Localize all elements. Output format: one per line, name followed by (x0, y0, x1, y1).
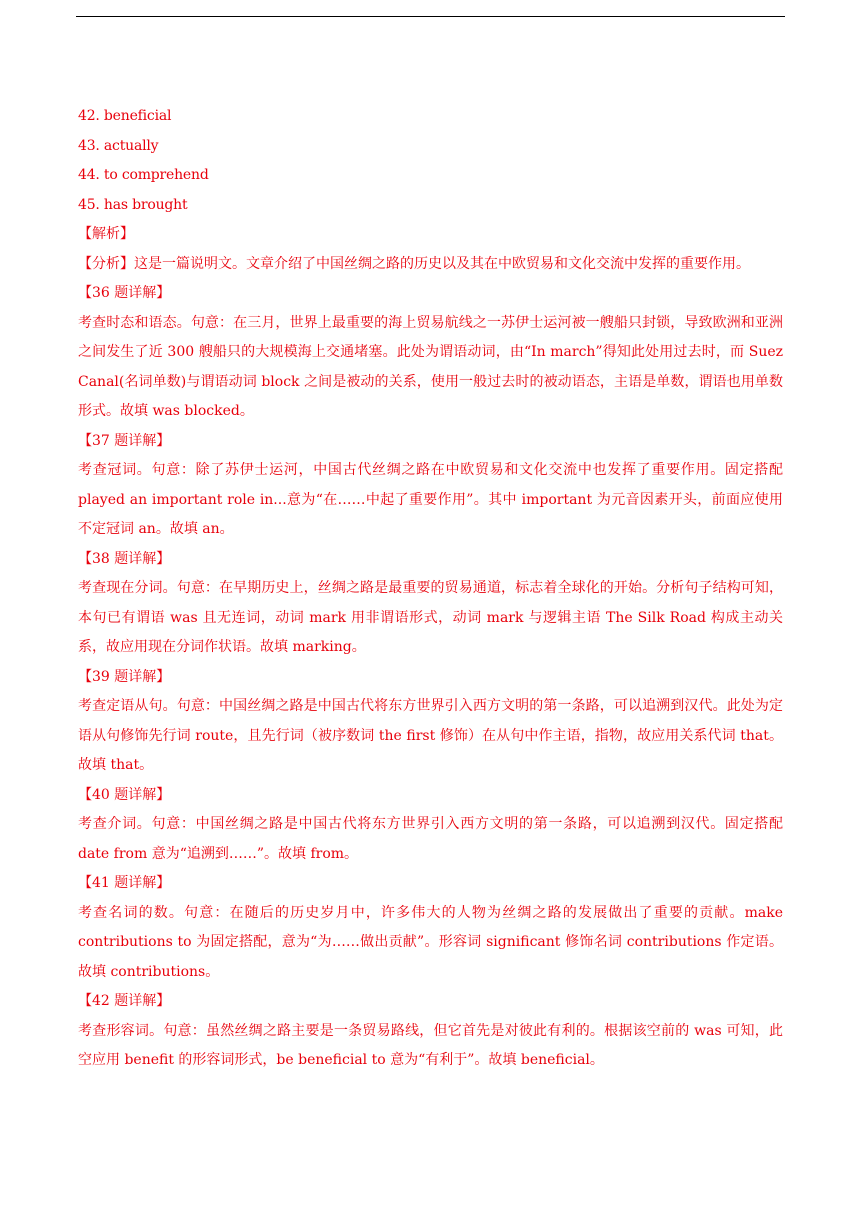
section-38-heading: 【38 题详解】 (78, 550, 171, 567)
answer-document (78, 102, 783, 1076)
section-42-heading: 【42 题详解】 (78, 993, 171, 1009)
analysis-heading: 【解析】 (78, 226, 134, 242)
section-36-heading: 【36 题详解】 (78, 285, 171, 301)
section-40-heading: 【40 题详解】 (78, 786, 171, 803)
section-39-text: 考查定语从句。句意：中国丝绸之路是中国古代将东方世界引入西方文明的第一条路，可以追溯到汉代。此处为定语从句修饰先行词 route，且先行词（被序数词 the first 修饰）在从句中作主语，指物，故应用关系代词 that。故填 that。 (78, 698, 783, 773)
answer-44: 44. to comprehend (78, 167, 209, 183)
section-37-text: 考查冠词。句意：除了苏伊士运河，中国古代丝绸之路在中欧贸易和文化交流中也发挥了重要作用。固定搭配 played an important role in...意为“在……中起了重要作用”。其中 important 为元音因素开头，前面应使用不定冠词 an。故填 an。 (78, 462, 783, 537)
section-42-text: 考查形容词。句意：虽然丝绸之路主要是一条贸易路线，但它首先是对彼此有利的。根据该空前的 was 可知，此空应用 benefit 的形容词形式，be beneficial to 意为“有利于”。故填 beneficial。 (78, 1022, 783, 1068)
header-rule (76, 16, 785, 17)
answer-43: 43. actually (78, 137, 159, 154)
analysis-summary: 【分析】这是一篇说明文。文章介绍了中国丝绸之路的历史以及其在中欧贸易和文化交流中发挥的重要作用。 (78, 255, 750, 272)
section-41-heading: 【41 题详解】 (78, 875, 171, 891)
section-39-heading: 【39 题详解】 (78, 668, 171, 685)
section-38-text: 考查现在分词。句意：在早期历史上，丝绸之路是最重要的贸易通道，标志着全球化的开始。分析句子结构可知，本句已有谓语 was 且无连词，动词 mark 用非谓语形式，动词 mark 与逻辑主语 The Silk Road 构成主动关系，故应用现在分词作状语。故填 marking。 (78, 580, 783, 655)
answer-42: 42. beneficial (78, 108, 172, 124)
section-40-text: 考查介词。句意：中国丝绸之路是中国古代将东方世界引入西方文明的第一条路，可以追溯到汉代。固定搭配 date from 意为“追溯到……”。故填 from。 (78, 816, 783, 862)
section-36-text: 考查时态和语态。句意：在三月，世界上最重要的海上贸易航线之一苏伊士运河被一艘船只封锁，导致欧洲和亚洲之间发生了近 300 艘船只的大规模海上交通堵塞。此处为谓语动词，由“In march”得知此处用过去时，而 Suez Canal(名词单数)与谓语动词 block 之间是被动的关系，使用一般过去时的被动语态，主语是单数，谓语也用单数形式。故填 was blocked。 (78, 314, 783, 419)
section-41-text: 考查名词的数。句意：在随后的历史岁月中，许多伟大的人物为丝绸之路的发展做出了重要的贡献。make contributions to 为固定搭配，意为“为……做出贡献”。形容词 significant 修饰名词 contributions 作定语。故填 contributions。 (78, 904, 783, 980)
answer-45: 45. has brought (78, 196, 188, 213)
section-37-heading: 【37 题详解】 (78, 432, 171, 449)
